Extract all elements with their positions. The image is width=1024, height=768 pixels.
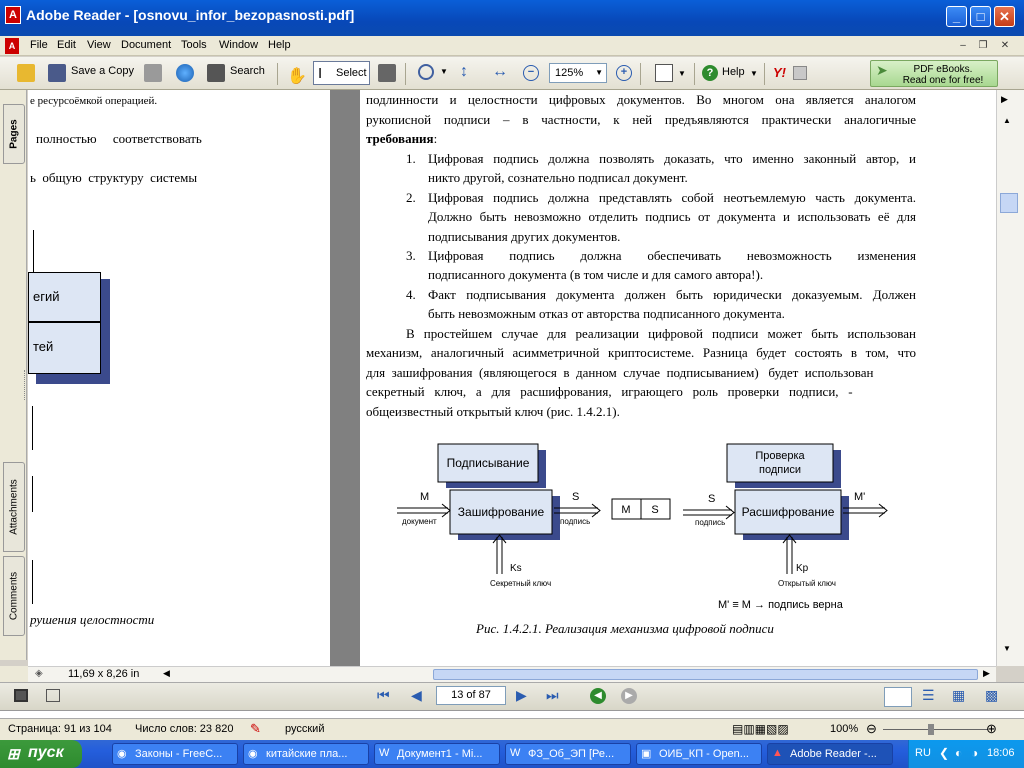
word-page-status: Страница: 91 из 104 xyxy=(8,723,112,735)
start-label: пуск xyxy=(28,744,64,761)
last-page-icon[interactable]: ⏭ xyxy=(546,687,559,703)
tab-pages[interactable] xyxy=(3,104,25,164)
page-number-input[interactable] xyxy=(436,686,506,705)
taskbar-item[interactable] xyxy=(112,743,238,765)
adobe-icon: ▲ xyxy=(772,747,783,759)
paragraph-line: В простейшем случае для реализации цифровой подписи может быть использован xyxy=(406,326,916,341)
secret-key-label: Секретный ключ xyxy=(490,579,552,588)
pane-splitter[interactable] xyxy=(24,370,27,400)
facing-view-icon[interactable]: ▦ xyxy=(952,687,966,703)
tab-comments-label: Comments xyxy=(8,571,20,621)
double-arrow-line xyxy=(787,537,792,574)
menu-document[interactable]: Document xyxy=(121,39,172,51)
task-label: ОИБ_КП - Open... xyxy=(659,748,749,760)
ks-label: Ks xyxy=(510,563,522,574)
zoom-out-circle-icon[interactable]: ⊖ xyxy=(866,721,877,736)
taskbar-item[interactable] xyxy=(243,743,369,765)
menu-view[interactable]: View xyxy=(87,39,111,51)
verify-box-label: Проверка xyxy=(755,450,805,462)
go-back-icon[interactable]: ◀ xyxy=(590,688,606,704)
window-title: Adobe Reader - [osnovu_infor_bezopasnosti.pdf] xyxy=(26,7,355,23)
help-button[interactable]: Help xyxy=(722,66,745,78)
decrypt-box-label: Расшифрование xyxy=(741,505,835,519)
left-box-label: егий xyxy=(33,289,60,304)
left-page-line: ь общую структуру системы xyxy=(30,170,198,185)
zoom-level-select[interactable] xyxy=(549,63,607,83)
zoom-slider-track[interactable] xyxy=(883,729,988,730)
first-page-icon[interactable]: ⏮ xyxy=(377,687,390,703)
scroll-down-arrow-icon[interactable]: ▼ xyxy=(1003,644,1011,653)
list-item: Факт подписывания документа должен быть юридически доказуемым. Должен xyxy=(428,287,916,302)
left-page-footer: рушения целостности xyxy=(30,612,155,627)
ms-m-label: M xyxy=(621,504,631,516)
word-status-bar xyxy=(0,718,1024,740)
list-item: Цифровая подпись должна позволять доказать, что именно законный автор, и xyxy=(428,151,916,166)
word-language-status: русский xyxy=(285,723,325,735)
document-label: документ xyxy=(402,517,437,526)
paragraph-line: рукописной подписи – в частности, к ней предъявляются практически аналогичные xyxy=(366,112,916,127)
arrow-head xyxy=(879,504,887,517)
left-diagram-box xyxy=(28,272,101,322)
toolbar-separator xyxy=(764,63,765,85)
arrow-head xyxy=(592,504,600,517)
navigation-pane-tabs xyxy=(0,90,27,660)
scroll-right-arrow-icon[interactable]: ▶ xyxy=(983,668,990,678)
list-number: 4. xyxy=(406,287,416,302)
verdict-label: M' ≡ M → подпись верна xyxy=(718,599,843,611)
taskbar-item[interactable] xyxy=(505,743,631,765)
toolbar-separator xyxy=(694,63,695,85)
previous-page-icon[interactable]: ◀ xyxy=(411,687,422,703)
signature-label: подпись xyxy=(560,517,591,526)
task-label: китайские пла... xyxy=(266,748,348,760)
background-window-fragment xyxy=(0,710,1024,718)
toolbar-separator xyxy=(405,63,406,85)
chevron-down-icon[interactable]: ▼ xyxy=(678,69,686,78)
paragraph-line xyxy=(366,129,437,149)
zoom-in-tool-icon[interactable] xyxy=(418,64,434,80)
list-item: никто другой, сознательно подписал документ. xyxy=(428,170,688,185)
vertical-scrollbar[interactable] xyxy=(996,90,1024,666)
view-layout-icons[interactable]: ▤▥▦▧▨ xyxy=(732,722,789,736)
scroll-left-arrow-icon[interactable]: ◀ xyxy=(163,668,170,678)
go-forward-icon[interactable]: ▶ xyxy=(621,688,637,704)
open-folder-icon[interactable] xyxy=(17,64,35,82)
left-page-line: е ресурсоёмкой операцией. xyxy=(30,95,158,107)
save-copy-button[interactable]: Save a Copy xyxy=(71,65,134,77)
chevron-down-icon[interactable]: ▼ xyxy=(750,69,758,78)
list-item: Цифровая подпись должна представлять собой неотъемлемую часть документа. xyxy=(428,190,916,205)
save-disk-icon[interactable] xyxy=(48,64,66,82)
s2-label: S xyxy=(708,493,716,505)
print-icon[interactable] xyxy=(144,64,162,82)
single-page-view-button[interactable] xyxy=(884,687,912,707)
help-icon[interactable]: ? xyxy=(702,65,718,81)
minimize-button[interactable]: _ xyxy=(946,6,967,27)
page-size-icon: ◈ xyxy=(35,668,43,679)
left-diagram-box xyxy=(28,322,101,374)
menu-window[interactable]: Window xyxy=(219,39,259,51)
figure-caption: Рис. 1.4.2.1. Реализация механизма цифровой подписи xyxy=(476,621,774,636)
view-icon[interactable] xyxy=(14,689,28,702)
yahoo-icon[interactable]: Y! xyxy=(773,65,786,80)
list-number: 2. xyxy=(406,190,416,205)
task-label: ФЗ_Об_ЭП [Ре... xyxy=(528,748,615,760)
list-number: 1. xyxy=(406,151,416,166)
email-globe-icon[interactable] xyxy=(176,64,194,82)
scroll-up-arrow-icon[interactable]: ▲ xyxy=(1003,116,1011,125)
arrow-head xyxy=(442,504,450,517)
paragraph-line: механизм, аналогичный асимметричной криптосистеме. Разница будет состоять в том, что xyxy=(366,345,916,360)
requirements-colon: : xyxy=(433,131,438,146)
zoom-out-icon[interactable]: − xyxy=(523,65,539,81)
task-label: Adobe Reader -... xyxy=(790,748,877,760)
view-icon-2[interactable] xyxy=(46,689,60,702)
double-arrow-line xyxy=(683,510,732,515)
list-item: быть невозможным отказ от авторства подписанного документа. xyxy=(428,306,785,321)
page-indicator: 13 of 87 xyxy=(451,689,491,701)
left-box-label: тей xyxy=(33,339,54,354)
list-item: подписывания других документов. xyxy=(428,229,621,244)
fit-width-icon[interactable]: ↔ xyxy=(492,63,508,80)
yahoo-toolbar-icon[interactable] xyxy=(793,66,807,80)
system-tray xyxy=(908,740,1024,768)
adobe-reader-icon: A xyxy=(5,6,21,24)
clock: 18:06 xyxy=(987,747,1015,759)
page-size-label: 11,69 x 8,26 in xyxy=(68,668,140,680)
fit-page-icon[interactable]: ↕ xyxy=(460,63,468,80)
search-button[interactable]: Search xyxy=(230,65,265,77)
diagram-line xyxy=(28,560,33,604)
page-layout-icon[interactable] xyxy=(655,64,673,82)
zoom-slider-thumb[interactable] xyxy=(928,724,934,735)
chevron-down-icon: ▼ xyxy=(595,68,603,77)
double-arrow-line xyxy=(397,508,448,513)
word-icon: W xyxy=(379,747,390,759)
tray-arrow-icon[interactable]: ❮ xyxy=(939,746,950,760)
taskbar-item[interactable] xyxy=(374,743,500,765)
taskbar-item[interactable] xyxy=(636,743,762,765)
title-bar xyxy=(0,0,1024,36)
list-number: 3. xyxy=(406,248,416,263)
ebooks-line2: Read one for free! xyxy=(902,75,984,86)
toolbar-separator xyxy=(640,63,641,85)
zoom-value: 125% xyxy=(555,67,584,79)
left-page-line: полностью соответствовать xyxy=(36,131,202,146)
ebook-icon: ➤ xyxy=(876,62,888,78)
tray-network-icon[interactable]: ◐ xyxy=(955,746,963,760)
document-icon: A xyxy=(5,38,19,54)
pdf-ebooks-banner[interactable] xyxy=(870,60,998,87)
list-item: подписанного документа (в том числе и для самого автора!). xyxy=(428,267,764,282)
double-arrow-line xyxy=(497,537,502,574)
toolbar-separator xyxy=(277,63,278,85)
verify-box-label: подписи xyxy=(759,464,801,476)
hand-tool-icon[interactable]: ✋ xyxy=(287,68,307,85)
menu-bar xyxy=(0,36,1024,56)
language-indicator[interactable]: RU xyxy=(915,747,931,759)
double-arrow-line xyxy=(843,508,885,513)
s-label: S xyxy=(572,491,580,503)
continuous-view-icon[interactable]: ☰ xyxy=(922,687,935,703)
doc-close-button[interactable]: ✕ xyxy=(1000,40,1010,51)
select-tool-button[interactable] xyxy=(313,61,370,85)
pdf-page xyxy=(360,90,996,666)
paragraph-line: секретный ключ, а для расшифрования, играющего роль проверки подписи, - xyxy=(366,384,853,399)
signature2-label: подпись xyxy=(695,518,726,527)
word-zoom-level: 100% xyxy=(830,723,859,735)
task-label: Законы - FreeC... xyxy=(135,748,223,760)
task-label: Документ1 - Mi... xyxy=(397,748,483,760)
tab-attachments[interactable] xyxy=(3,462,25,552)
binoculars-icon[interactable] xyxy=(207,64,225,82)
diagram-line xyxy=(28,230,34,272)
zoom-in-icon[interactable]: + xyxy=(616,65,632,81)
close-button[interactable]: ✕ xyxy=(994,6,1015,27)
m-prime-label: M' xyxy=(854,491,866,503)
text-cursor-icon: Ⅰ xyxy=(318,65,323,81)
tab-comments[interactable] xyxy=(3,556,25,636)
ms-s-label: S xyxy=(651,504,659,516)
h-scroll-thumb[interactable] xyxy=(433,669,978,680)
zoom-in-circle-icon[interactable]: ⊕ xyxy=(986,721,997,736)
app-icon: ◉ xyxy=(117,748,127,760)
list-item: Должно быть невозможно отделить подпись от документа и использовать её для xyxy=(428,209,916,224)
signature-diagram xyxy=(390,438,900,618)
spellcheck-icon[interactable]: ✎ xyxy=(250,721,261,736)
select-label: Select xyxy=(336,67,367,79)
kp-label: Kp xyxy=(796,563,809,574)
m-label: M xyxy=(420,491,430,503)
page-gap xyxy=(330,90,360,666)
corner-filler xyxy=(0,666,28,682)
snapshot-camera-icon[interactable] xyxy=(378,64,396,82)
firefox-icon: ◉ xyxy=(248,748,258,760)
paragraph-line: общеизвестный открытый ключ (рис. 1.4.2.1). xyxy=(366,404,620,419)
windows-logo-icon: ⊞ xyxy=(7,746,20,763)
word-icon: W xyxy=(510,747,521,759)
requirements-heading: требования xyxy=(366,131,434,146)
zoom-tool-dropdown-icon[interactable]: ▼ xyxy=(440,67,448,76)
maximize-button[interactable]: □ xyxy=(970,6,991,27)
menu-file[interactable]: File xyxy=(30,39,48,51)
continuous-facing-icon[interactable]: ▩ xyxy=(985,687,999,703)
next-page-icon[interactable]: ▶ xyxy=(516,687,527,703)
tab-attachments-label: Attachments xyxy=(8,479,20,535)
diagram-line xyxy=(28,406,33,450)
previous-page-fragment xyxy=(28,90,360,666)
ebooks-line1: PDF eBooks. xyxy=(913,64,973,75)
tab-pages-label: Pages xyxy=(8,119,20,149)
horizontal-scrollbar[interactable] xyxy=(28,666,996,682)
word-count-status: Число слов: 23 820 xyxy=(135,723,234,735)
open-key-label: Открытый ключ xyxy=(778,579,836,588)
doc-minimize-button[interactable]: – xyxy=(960,40,966,51)
paragraph-line: для зашифрования (являющегося в данном случае подписыванием) будет использован xyxy=(366,365,874,380)
scroll-thumb[interactable] xyxy=(1000,193,1018,213)
tray-volume-icon[interactable]: ◑ xyxy=(971,746,979,760)
paragraph-line: подлинности и целостности цифровых документов. Во многом она является аналогом xyxy=(366,92,916,107)
menu-edit[interactable]: Edit xyxy=(57,39,76,51)
double-arrow-line xyxy=(554,508,598,513)
page-navigation-bar xyxy=(0,682,1024,710)
openoffice-icon: ▣ xyxy=(641,748,652,760)
arrow-head xyxy=(726,506,734,519)
menu-tools[interactable]: Tools xyxy=(181,39,207,51)
diagram-line xyxy=(28,476,33,512)
doc-restore-button[interactable]: ❐ xyxy=(978,40,988,51)
list-item: Цифровая подпись должна обеспечивать невозможность изменения xyxy=(428,248,916,263)
encrypt-box-label: Зашифрование xyxy=(457,505,545,519)
taskbar-item-active[interactable] xyxy=(767,743,893,765)
menu-help[interactable]: Help xyxy=(268,39,291,51)
start-button[interactable] xyxy=(0,740,82,768)
sign-box-label: Подписывание xyxy=(446,456,530,470)
scroll-right-arrow-icon[interactable]: ▶ xyxy=(1001,94,1008,104)
